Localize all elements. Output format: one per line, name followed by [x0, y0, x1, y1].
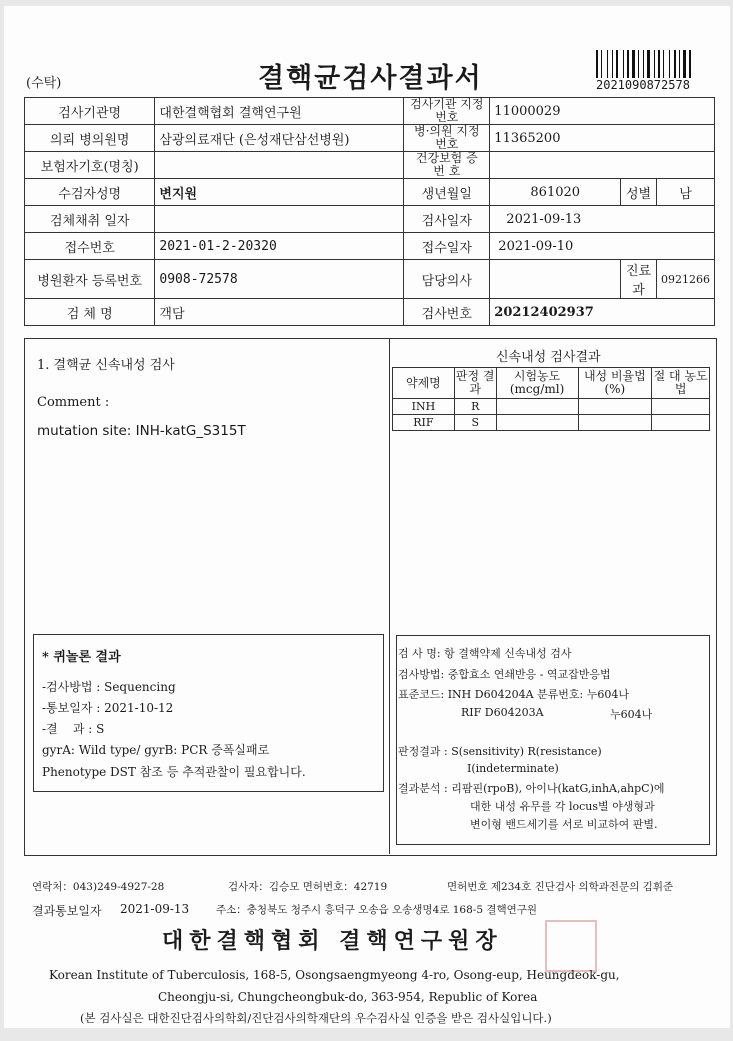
barcode-bar: [623, 50, 624, 78]
barcode-bar: [638, 50, 639, 78]
barcode-bar: [647, 50, 650, 78]
barcode-bar: [640, 50, 642, 78]
method-judgement-2: I(indeterminate): [467, 762, 559, 775]
barcode-bar: [663, 50, 664, 78]
method-rif-code: RIF D604203A: [461, 706, 544, 719]
method-analysis-1: 결과분석 : 리팜핀(rpoB), 아이나(katG,inhA,ahpC)에: [398, 782, 665, 795]
barcode-bar: [656, 50, 657, 78]
test-date-value: 2021-09-13: [490, 206, 715, 233]
barcode-bar: [651, 50, 653, 78]
receipt-date-value: 2021-09-10: [490, 233, 715, 260]
hospital-label: 의뢰 병의원명: [25, 125, 155, 152]
barcode-bar: [627, 50, 629, 78]
consignment-label: (수탁): [26, 76, 62, 91]
rapid-test-section-title: 1. 결핵균 신속내성 검사: [37, 358, 175, 373]
test-no-value: 20212402937: [490, 299, 715, 326]
barcode-bar: [683, 50, 686, 78]
barcode: [596, 50, 700, 78]
method-standard-code: 표준코드: INH D604204A 분류번호: 누604나: [398, 688, 629, 701]
specimen-label: 검 체 명: [25, 299, 155, 326]
patient-name-label: 수검자성명: [25, 179, 155, 206]
certification-note: (본 검사실은 대한진단검사의학회/진단검사의학재단의 우수검사실 인증을 받은 검사실입니다.): [80, 1011, 552, 1025]
barcode-bar: [692, 50, 693, 78]
agency-id-value: 11000029: [490, 98, 715, 125]
method-judgement: 판정결과 : S(sensitivity) R(resistance): [398, 745, 602, 758]
insurer-label: 보험자기호(명칭): [25, 152, 155, 179]
specimen-value: 객담: [155, 299, 404, 326]
department-label: 진료과: [621, 260, 657, 299]
col-absolute: 절 대 농도법: [652, 368, 710, 399]
hospital-id-label: 병·의원 지정번호: [404, 125, 490, 152]
method-analysis-3: 변이형 밴드세기를 서로 비교하여 판별.: [470, 818, 658, 831]
results-table: [392, 367, 710, 431]
receipt-no-label: 접수번호: [25, 233, 155, 260]
sex-label: 성별: [621, 179, 657, 206]
official-seal: [545, 920, 597, 972]
english-address-2: Cheongju-si, Chungcheongbuk-do, 363-954, Republic of Korea: [158, 990, 538, 1004]
barcode-bar: [612, 50, 613, 78]
info-row: [25, 260, 715, 299]
drug-name: INH: [393, 399, 455, 415]
receipt-date-label: 접수일자: [404, 233, 490, 260]
barcode-bar: [661, 50, 662, 78]
barcode-bar: [609, 50, 611, 78]
quinolone-title: * 퀴놀론 결과: [42, 650, 121, 665]
hospital-id-value: 11365200: [490, 125, 715, 152]
quinolone-date: -통보일자 : 2021-10-12: [42, 701, 174, 715]
receipt-no-value: 2021-01-2-20320: [155, 233, 404, 260]
barcode-bar: [625, 50, 626, 78]
section-divider: [389, 338, 390, 854]
results-header-row: [393, 368, 710, 399]
barcode-bar: [645, 50, 646, 78]
collection-date-value: [155, 206, 404, 233]
info-row: [25, 299, 715, 326]
quinolone-note-2: Phenotype DST 참조 등 추적관찰이 필요합니다.: [42, 765, 306, 779]
col-proportion: 내성 비율법(%): [578, 368, 652, 399]
doctor-value: [490, 260, 621, 299]
agency-label: 검사기관명: [25, 98, 155, 125]
inspector: 검사자：김승모 면허번호：42719: [228, 881, 388, 893]
drug-name: RIF: [393, 415, 455, 431]
barcode-bar: [632, 50, 635, 78]
barcode-bar: [614, 50, 615, 78]
birth-date-label: 생년월일: [404, 179, 490, 206]
col-concentration: 시험농도 (mcg/ml): [496, 368, 578, 399]
notice-date-label: 결과통보일자: [32, 904, 102, 918]
barcode-bar: [677, 50, 678, 78]
test-no-label: 검사번호: [404, 299, 490, 326]
barcode-bar: [619, 50, 622, 78]
sex-value: 남: [656, 179, 714, 206]
collection-date-label: 검체채취 일자: [25, 206, 155, 233]
method-test-method: 검사방법: 중합효소 연쇄반응 - 역교잡반응법: [398, 668, 611, 681]
insurance-no-value: [490, 152, 715, 179]
col-drug: 약제명: [393, 368, 455, 399]
quinolone-method: -검사방법 : Sequencing: [42, 680, 176, 694]
table-row: [393, 399, 710, 415]
barcode-bar: [636, 50, 637, 78]
method-rif-class: 누604나: [610, 708, 653, 721]
mutation-site: mutation site: INH-katG_S315T: [37, 423, 246, 439]
barcode-bar: [687, 50, 688, 78]
drug-result: S: [454, 415, 496, 431]
registration-no-label: 병원환자 등록번호: [25, 260, 155, 299]
quinolone-note-1: gyrA: Wild type/ gyrB: PCR 증폭실패로: [42, 743, 270, 757]
patient-info-table: [24, 97, 715, 326]
info-row: [25, 98, 715, 125]
barcode-bar: [603, 50, 606, 78]
quinolone-result: -결 과 : S: [42, 722, 105, 736]
birth-date-value: 861020: [490, 179, 621, 206]
barcode-bar: [689, 50, 691, 78]
insurance-no-label: 건강보험 증 번 호: [404, 152, 490, 179]
registration-no-value: 0908-72578: [155, 260, 404, 299]
contact: 연락처：043)249-4927-28: [32, 881, 165, 893]
barcode-bar: [654, 50, 655, 78]
test-date-label: 검사일자: [404, 206, 490, 233]
info-row: [25, 179, 715, 206]
english-address-1: Korean Institute of Tuberculosis, 168-5, Osongsaengmyeong 4-ro, Osong-eup, Heungdeok-gu,: [49, 968, 620, 982]
barcode-number: 2021090872578: [596, 78, 690, 92]
info-row: [25, 125, 715, 152]
method-analysis-2: 대한 내성 유무를 각 locus별 야생형과: [470, 800, 655, 813]
patient-name-value: 변지원: [155, 179, 404, 206]
info-row: [25, 233, 715, 260]
barcode-bar: [601, 50, 602, 78]
organization-name: 대한결핵협회 결핵연구원장: [162, 929, 503, 954]
department-value: 0921266: [656, 260, 714, 299]
document-title: 결핵균검사결과서: [258, 63, 483, 94]
barcode-bar: [671, 50, 673, 78]
results-title: 신속내성 검사결과: [496, 350, 601, 365]
col-result: 판정 결과: [454, 368, 496, 399]
hospital-value: 삼광의료재단 (은성재단삼선병원): [155, 125, 404, 152]
agency-id-label: 검사기관 지정번호: [404, 98, 490, 125]
insurer-value: [155, 152, 404, 179]
comment-label: Comment :: [37, 395, 110, 410]
barcode-bar: [599, 50, 600, 78]
barcode-bar: [669, 50, 670, 78]
barcode-bar: [643, 50, 644, 78]
barcode-bar: [674, 50, 676, 78]
barcode-bar: [630, 50, 631, 78]
notice-date: 2021-09-13: [120, 902, 190, 916]
address: 주소：충청북도 청주시 흥덕구 오송읍 오송생명4로 168-5 결핵연구원: [216, 904, 538, 916]
barcode-bar: [679, 50, 680, 78]
info-row: [25, 206, 715, 233]
barcode-bar: [665, 50, 668, 78]
physician-license: 면허번호 제234호 진단검사 의학과전문의 김휘준: [447, 881, 674, 893]
agency-value: 대한결핵협회 결핵연구원: [155, 98, 404, 125]
method-test-name: 검 사 명: 항 결핵약제 신속내성 검사: [398, 647, 572, 660]
table-row: [393, 415, 710, 431]
barcode-bar: [607, 50, 608, 78]
barcode-bar: [616, 50, 618, 78]
barcode-bar: [596, 50, 598, 78]
drug-result: R: [454, 399, 496, 415]
doctor-label: 담당의사: [404, 260, 490, 299]
barcode-bar: [681, 50, 682, 78]
info-row: [25, 152, 715, 179]
barcode-bar: [658, 50, 660, 78]
